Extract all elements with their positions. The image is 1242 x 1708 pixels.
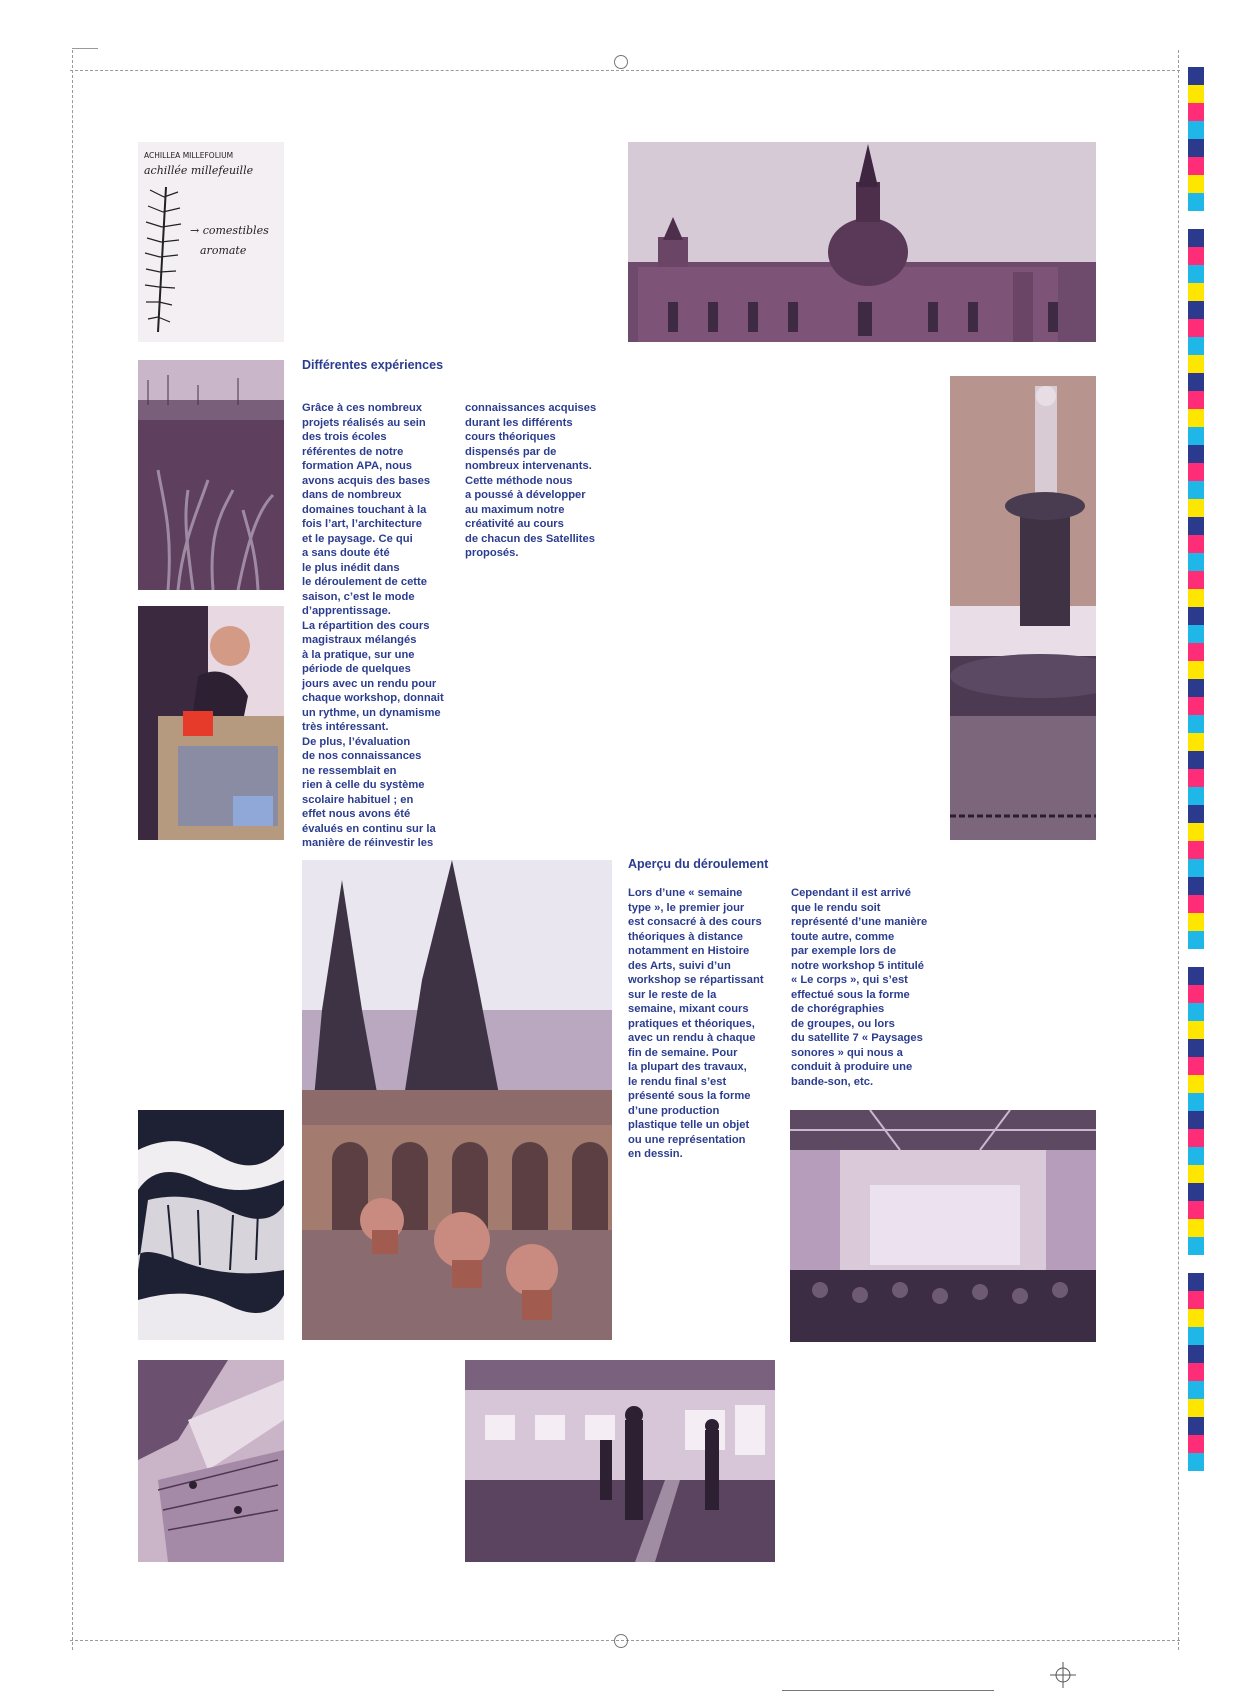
color-swatch	[1188, 373, 1204, 391]
sketch-achillea-photo	[138, 142, 284, 342]
color-swatch	[1188, 589, 1204, 607]
workshop-student-photo	[138, 606, 284, 840]
color-swatch	[1188, 1399, 1204, 1417]
color-swatch	[1188, 355, 1204, 373]
color-swatch	[1188, 337, 1204, 355]
color-swatch	[1188, 481, 1204, 499]
color-swatch	[1188, 1309, 1204, 1327]
color-swatch	[1188, 1435, 1204, 1453]
section2-column-1: Lors d’une « semaine type », le premier jour est consacré à des cours théoriques à distance notamment en Histoire des Arts, suivi d’un workshop se répartissant sur le reste de la semaine, mixant cours pratiques et théoriques, avec un rendu à chaque fin de semaine. Pour la plupart des travaux, le rendu final s’est présenté sous la forme d’une production plastique telle un objet ou une représentation en dessin.	[628, 887, 764, 1160]
color-swatch	[1188, 1039, 1204, 1057]
color-swatch	[1188, 211, 1204, 229]
section-title-apercu-deroulement: Aperçu du déroulement	[628, 857, 769, 871]
color-swatch	[1188, 607, 1204, 625]
color-swatch	[1188, 1327, 1204, 1345]
color-swatch	[1188, 661, 1204, 679]
color-swatch	[1188, 643, 1204, 661]
sketch-common-name: achillée millefeuille	[144, 164, 254, 177]
field-plants-photo	[138, 360, 284, 590]
section2-column-2: Cependant il est arrivé que le rendu soit représenté d’une manière toute autre, comme par exemple lors de notre workshop 5 intitulé « Le corps », qui s’est effectué sous la forme de chorégraphies de groupes, ou lors du satellite 7 « Paysages sonores » qui nous a conduit à produire une bande-son, etc.	[791, 887, 928, 1088]
color-swatch	[1188, 571, 1204, 589]
registration-crosshair	[1050, 1662, 1076, 1688]
color-swatch	[1188, 787, 1204, 805]
color-swatch	[1188, 1363, 1204, 1381]
sketch-note-2: aromate	[200, 244, 247, 257]
lecture-hall-photo	[790, 1110, 1096, 1342]
color-swatch	[1188, 1075, 1204, 1093]
color-swatch	[1188, 1021, 1204, 1039]
color-swatch	[1188, 1147, 1204, 1165]
color-swatch	[1188, 841, 1204, 859]
color-swatch	[1188, 1453, 1204, 1471]
color-swatch	[1188, 517, 1204, 535]
registration-mark-bottom	[614, 1634, 628, 1648]
color-swatch	[1188, 409, 1204, 427]
dance-studio-photo	[465, 1360, 775, 1562]
color-swatch	[1188, 895, 1204, 913]
color-swatch	[1188, 949, 1204, 967]
color-swatch	[1188, 823, 1204, 841]
color-swatch	[1188, 1237, 1204, 1255]
section1-column-1: Grâce à ces nombreux projets réalisés au sein des trois écoles référentes de notre formation APA, nous avons acquis des bases dans de nombreux domaines touchant à la fois l’art, l’architecture et le paysage. Ce qui a sans doute été le plus inédit dans le déroulement de cette saison, c’est le mode d’apprentissage. La répartition des cours magistraux mélangés à la pratique, sur une période de quelques jours avec un rendu pour chaque workshop, donnait un rythme, un dynamisme très intéressant. De plus, l’évaluation de nos connaissances ne ressemblait en rien à celle du système scolaire habituel ; en effet nous avons été évalués en continu sur la manière de réinvestir les	[302, 402, 444, 849]
color-swatch	[1188, 499, 1204, 517]
color-swatch	[1188, 85, 1204, 103]
color-swatch	[1188, 139, 1204, 157]
stairway-architecture-photo	[138, 1360, 284, 1562]
color-swatch	[1188, 679, 1204, 697]
color-swatch	[1188, 121, 1204, 139]
color-swatch	[1188, 1219, 1204, 1237]
ink-drawing-photo	[138, 1110, 284, 1340]
color-swatch	[1188, 625, 1204, 643]
color-swatch	[1188, 805, 1204, 823]
color-swatch	[1188, 319, 1204, 337]
bottom-rule	[782, 1690, 994, 1691]
color-swatch	[1188, 1129, 1204, 1147]
print-color-bar	[1188, 67, 1204, 1471]
color-swatch	[1188, 283, 1204, 301]
color-swatch	[1188, 463, 1204, 481]
color-swatch	[1188, 445, 1204, 463]
color-swatch	[1188, 229, 1204, 247]
crop-mark	[72, 48, 98, 49]
color-swatch	[1188, 301, 1204, 319]
color-swatch	[1188, 967, 1204, 985]
sketch-note-1: → comestibles	[190, 224, 269, 237]
color-swatch	[1188, 931, 1204, 949]
garden-terrace-photo	[302, 860, 612, 1340]
color-swatch	[1188, 1201, 1204, 1219]
color-swatch	[1188, 697, 1204, 715]
color-swatch	[1188, 1165, 1204, 1183]
registration-mark-top	[614, 55, 628, 69]
color-swatch	[1188, 1255, 1204, 1273]
color-swatch	[1188, 67, 1204, 85]
fountain-statue-photo	[950, 376, 1096, 840]
color-swatch	[1188, 391, 1204, 409]
color-swatch	[1188, 1003, 1204, 1021]
color-swatch	[1188, 427, 1204, 445]
color-swatch	[1188, 553, 1204, 571]
color-swatch	[1188, 1111, 1204, 1129]
color-swatch	[1188, 769, 1204, 787]
color-swatch	[1188, 1273, 1204, 1291]
color-swatch	[1188, 913, 1204, 931]
color-swatch	[1188, 1381, 1204, 1399]
section-title-differentes-experiences: Différentes expériences	[302, 358, 444, 372]
color-swatch	[1188, 1345, 1204, 1363]
color-swatch	[1188, 733, 1204, 751]
color-swatch	[1188, 1183, 1204, 1201]
color-swatch	[1188, 535, 1204, 553]
color-swatch	[1188, 859, 1204, 877]
color-swatch	[1188, 175, 1204, 193]
color-swatch	[1188, 715, 1204, 733]
color-swatch	[1188, 1417, 1204, 1435]
color-swatch	[1188, 1057, 1204, 1075]
color-swatch	[1188, 751, 1204, 769]
trim-line-top	[70, 70, 1180, 71]
color-swatch	[1188, 1093, 1204, 1111]
color-swatch	[1188, 877, 1204, 895]
color-swatch	[1188, 265, 1204, 283]
color-swatch	[1188, 193, 1204, 211]
section1-column-2: connaissances acquises durant les différents cours théoriques dispensés par de nombreux intervenants. Cette méthode nous a poussé à développer au maximum notre créativité au cours de chacun des Satellites proposés.	[465, 402, 597, 559]
trim-line-left	[72, 50, 73, 1650]
color-swatch	[1188, 1291, 1204, 1309]
sketch-latin-name: ACHILLEA MILLEFOLIUM	[144, 151, 234, 160]
color-swatch	[1188, 157, 1204, 175]
sketch-drawing	[138, 142, 284, 342]
color-swatch	[1188, 103, 1204, 121]
color-swatch	[1188, 985, 1204, 1003]
color-swatch	[1188, 247, 1204, 265]
cathedral-dome-photo	[628, 142, 1096, 342]
trim-line-right	[1178, 50, 1179, 1650]
